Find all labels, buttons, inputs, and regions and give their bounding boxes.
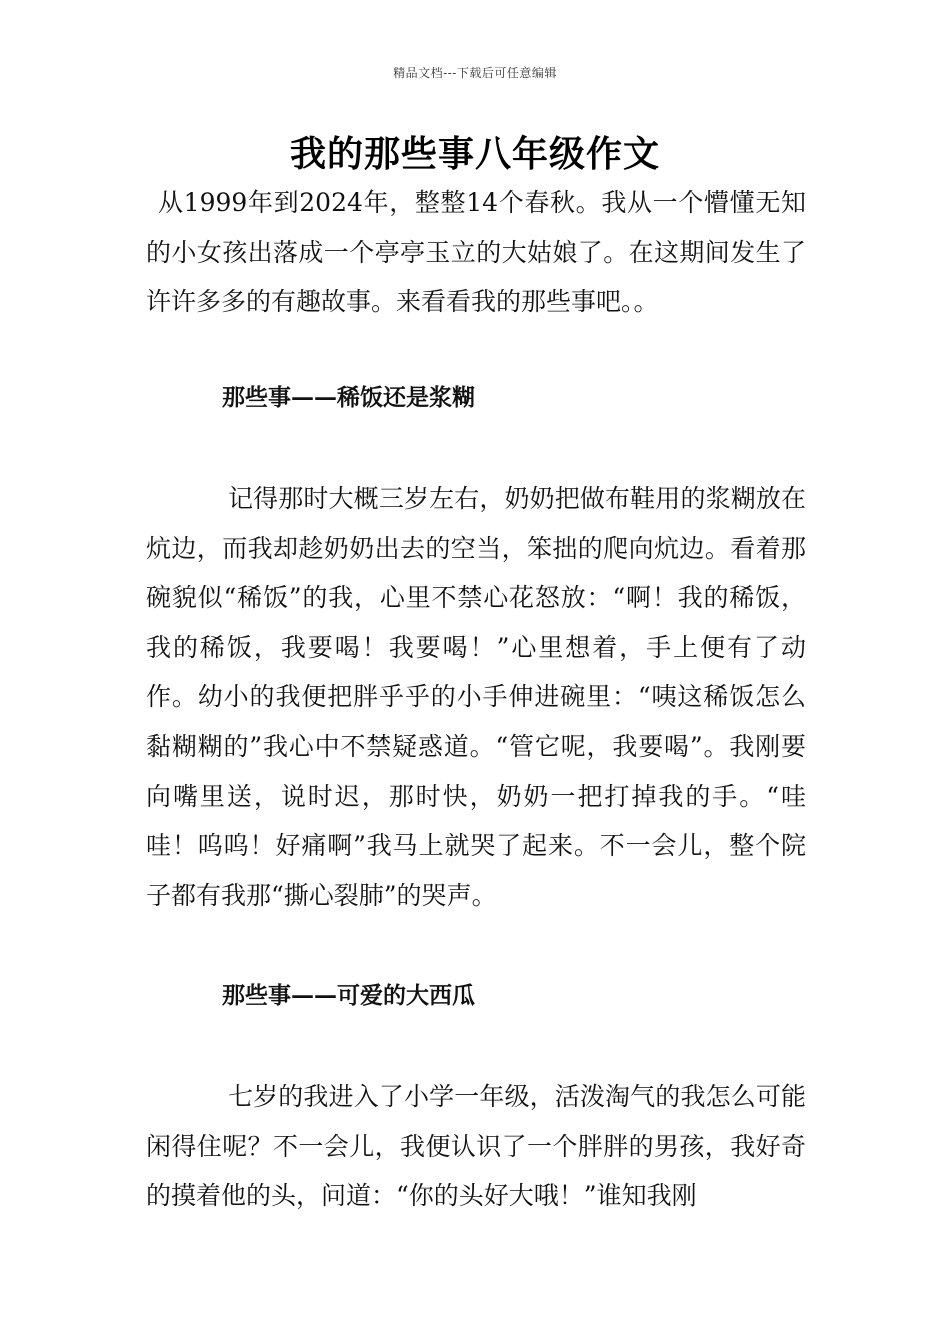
section-paragraph-watermelon: 七岁的我进入了小学一年级，活泼淘气的我怎么可能闲得住呢？不一会儿，我便认识了一个胖胖的男孩，我好奇的摸着他的头，问道：“你的头好大哦！”谁知我刚	[146, 1082, 806, 1211]
document-title: 我的那些事八年级作文	[289, 134, 660, 175]
section-paragraph-porridge: 记得那时大概三岁左右，奶奶把做布鞋用的浆糊放在炕边，而我却趁奶奶出去的空当，笨拙的爬向炕边。看着那碗貌似“稀饭”的我，心里不禁心花怒放：“啊！我的稀饭，我的稀饭，我要喝！我要喝！”心里想着，手上便有了动作。幼小的我便把胖乎乎的小手伸进碗里：“咦这稀饭怎么黏糊糊的”我心中不禁疑惑道。“管它呢，我要喝”。我刚要向嘴里送，说时迟，那时快，奶奶一把打掉我的手。“哇哇！呜呜！好痛啊”我马上就哭了起来。不一会儿，整个院子都有我那“撕心裂肺”的哭声。	[146, 484, 806, 910]
intro-paragraph: 从1999年到2024年，整整14个春秋。我从一个懵懂无知的小女孩出落成一个亭亭玉立的大姑娘了。在这期间发生了许许多多的有趣故事。来看看我的那些事吧。。	[146, 188, 806, 317]
header-note: 精品文档---下载后可任意编辑	[393, 66, 557, 80]
section-heading-porridge: 那些事——稀饭还是浆糊	[222, 384, 475, 411]
section-heading-watermelon: 那些事——可爱的大西瓜	[222, 982, 475, 1009]
